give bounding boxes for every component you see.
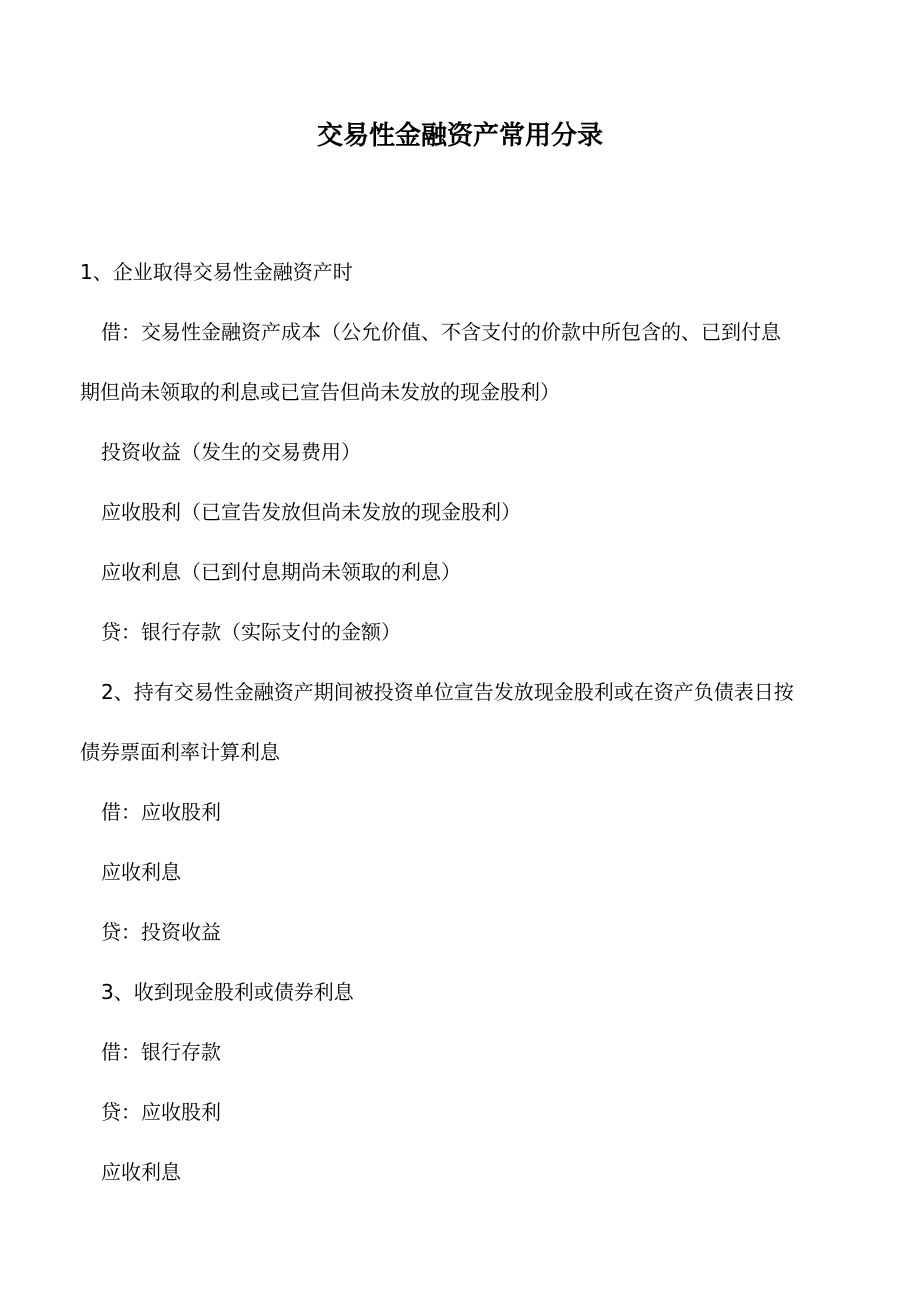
entry-debit-dividends-receivable: 借：应收股利 xyxy=(101,800,221,824)
section-2-heading: 2、持有交易性金融资产期间被投资单位宣告发放现金股利或在资产负债表日按 xyxy=(101,680,794,704)
entry-dividends-receivable: 应收股利（已宣告发放但尚未发放的现金股利） xyxy=(101,500,521,524)
entry-interest-receivable-2: 应收利息 xyxy=(101,860,181,884)
section-3-heading: 3、收到现金股利或债券利息 xyxy=(101,980,354,1004)
entry-credit-dividends-receivable: 贷：应收股利 xyxy=(101,1100,221,1124)
entry-interest-receivable: 应收利息（已到付息期尚未领取的利息） xyxy=(101,560,461,584)
section-2-heading-cont: 债券票面利率计算利息 xyxy=(80,740,280,764)
entry-debit-trading-asset: 借：交易性金融资产成本（公允价值、不含支付的价款中所包含的、已到付息 xyxy=(101,320,781,344)
entry-investment-income: 投资收益（发生的交易费用） xyxy=(101,440,361,464)
entry-credit-investment-income: 贷：投资收益 xyxy=(101,920,221,944)
entry-debit-bank-deposit: 借：银行存款 xyxy=(101,1040,221,1064)
document-title: 交易性金融资产常用分录 xyxy=(316,121,603,151)
section-1-heading: 1、企业取得交易性金融资产时 xyxy=(80,260,353,284)
entry-debit-trading-asset-cont: 期但尚未领取的利息或已宣告但尚未发放的现金股利） xyxy=(80,380,560,404)
entry-interest-receivable-3: 应收利息 xyxy=(101,1160,181,1184)
entry-credit-bank-deposit: 贷：银行存款（实际支付的金额） xyxy=(101,620,401,644)
